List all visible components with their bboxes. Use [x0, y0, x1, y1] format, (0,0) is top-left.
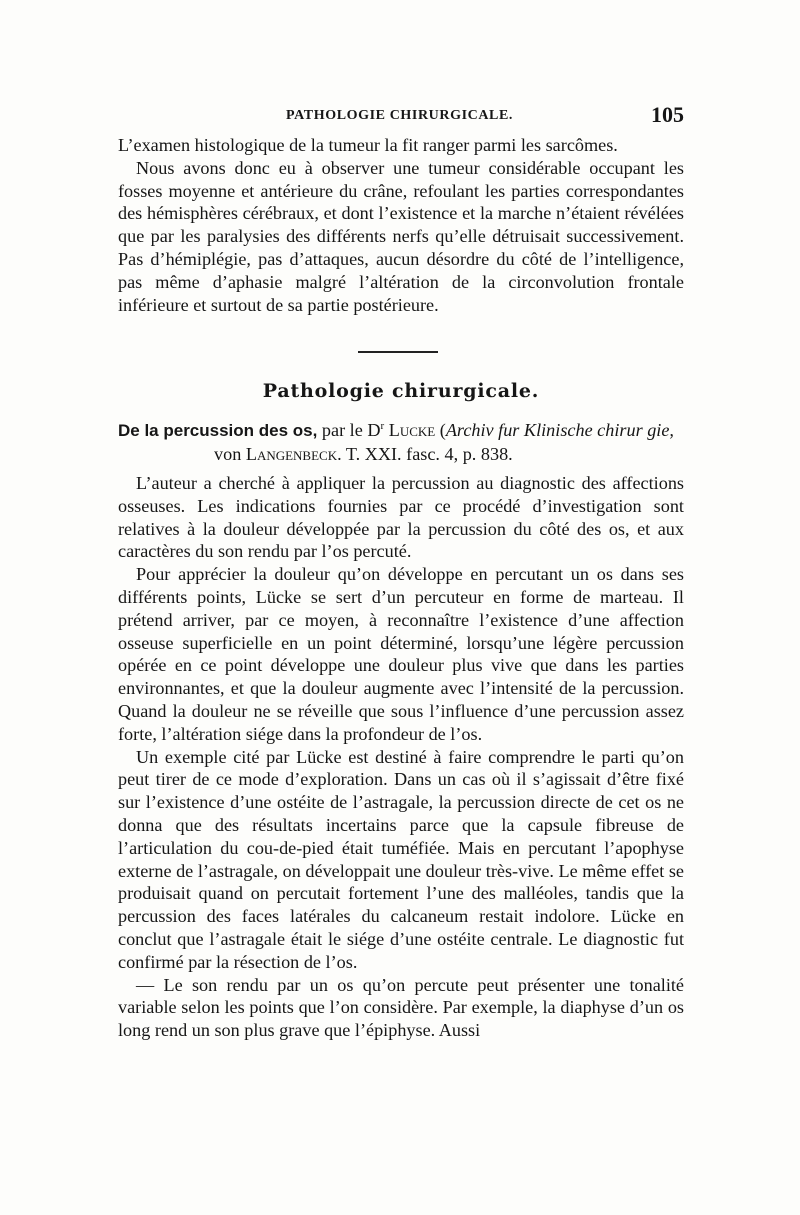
article-heading	[118, 419, 684, 466]
running-title: PATHOLOGIE CHIRURGICALE.	[286, 108, 514, 123]
intro-paragraph-2: Nous avons donc eu à observer une tumeur considérable occupant les fosses moyenne et antérieure du crâne, refoulant les parties correspondantes des hémisphères cérébraux, et dont l’existence et la marche n’étaient révélées que par les paralysies des différents nerfs qu’elle détruisait successivement. Pas d’hémiplégie, pas d’attaques, aucun désordre du côté de l’intelligence, pas même d’aphasie malgré l’altération de la circonvolution frontale inférieure et surtout de sa partie postérieure.	[118, 157, 684, 315]
journal-name: Archiv fur Klinische chirur gie,	[445, 420, 674, 441]
section-title: Pathologie chirurgicale.	[262, 380, 540, 403]
section-divider	[358, 351, 438, 353]
journal-reference: . T. XXI. fasc. 4, p. 838.	[337, 444, 513, 465]
article-paragraph-1: L’auteur a cherché à appliquer la percussion au diagnostic des affections osseuses. Les indications fournies par ce procédé d’investigation sont relatives à la douleur développée par la percussion du côté des os, et aux caractères du son rendu par l’os percuté.	[118, 472, 684, 562]
page-header	[118, 104, 684, 134]
page-number: 105	[651, 102, 684, 127]
journal-editor: Langenbeck	[245, 444, 338, 465]
source-open-paren: (	[435, 420, 446, 441]
article-author: Lucke	[384, 420, 436, 441]
editor-prefix: von	[214, 444, 246, 465]
intro-paragraph-1: L’examen histologique de la tumeur la fit ranger parmi les sarcômes.	[118, 135, 618, 155]
doctor-abbrev-sup: r	[380, 420, 385, 433]
article-paragraph-3: Un exemple cité par Lücke est destiné à faire comprendre le parti qu’on peut tirer de ce mode d’exploration. Dans un cas où il s’agissait d’être fixé sur l’existence d’une ostéite de l’astragale, la percussion directe de cet os ne donna que des résultats incertains parce que la capsule fibreuse de l’articulation du cou-de-pied était tuméfiée. Mais en percutant l’apophyse externe de l’astragale, on développait une douleur très-vive. Le même effet se produisait quand on percutait fortement l’une des malléoles, tandis que la percussion des faces latérales du calcaneum restait indolore. Lücke en conclut que l’astragale était le siége d’une ostéite centrale. Le diagnostic fut confirmé par la résection de l’os.	[118, 746, 684, 972]
article-paragraph-2: Pour apprécier la douleur qu’on développe en percutant un os dans ses différents points, Lücke se sert d’un percuteur en forme de marteau. Il prétend arriver, par ce moyen, à reconnaître l’existence d’une affection osseuse superficielle en un point déterminé, lorsqu’une légère percussion opérée en ce point développe une douleur plus vive que dans les parties environnantes, et que la douleur augmente avec l’intensité de la percussion. Quand la douleur ne se réveille que sous l’influence d’une percussion assez forte, l’altération siége dans la profondeur de l’os.	[118, 564, 684, 744]
article-paragraph-4: — Le son rendu par un os qu’on percute peut présenter une tonalité variable selon les points que l’on considère. Par exemple, la diaphyse d’un os long rend un son plus grave que l’épiphyse. Aussi	[118, 974, 684, 1041]
article-byline: par le D	[317, 420, 381, 441]
page-body	[118, 134, 684, 1042]
article-title: De la percussion des os,	[118, 421, 318, 441]
